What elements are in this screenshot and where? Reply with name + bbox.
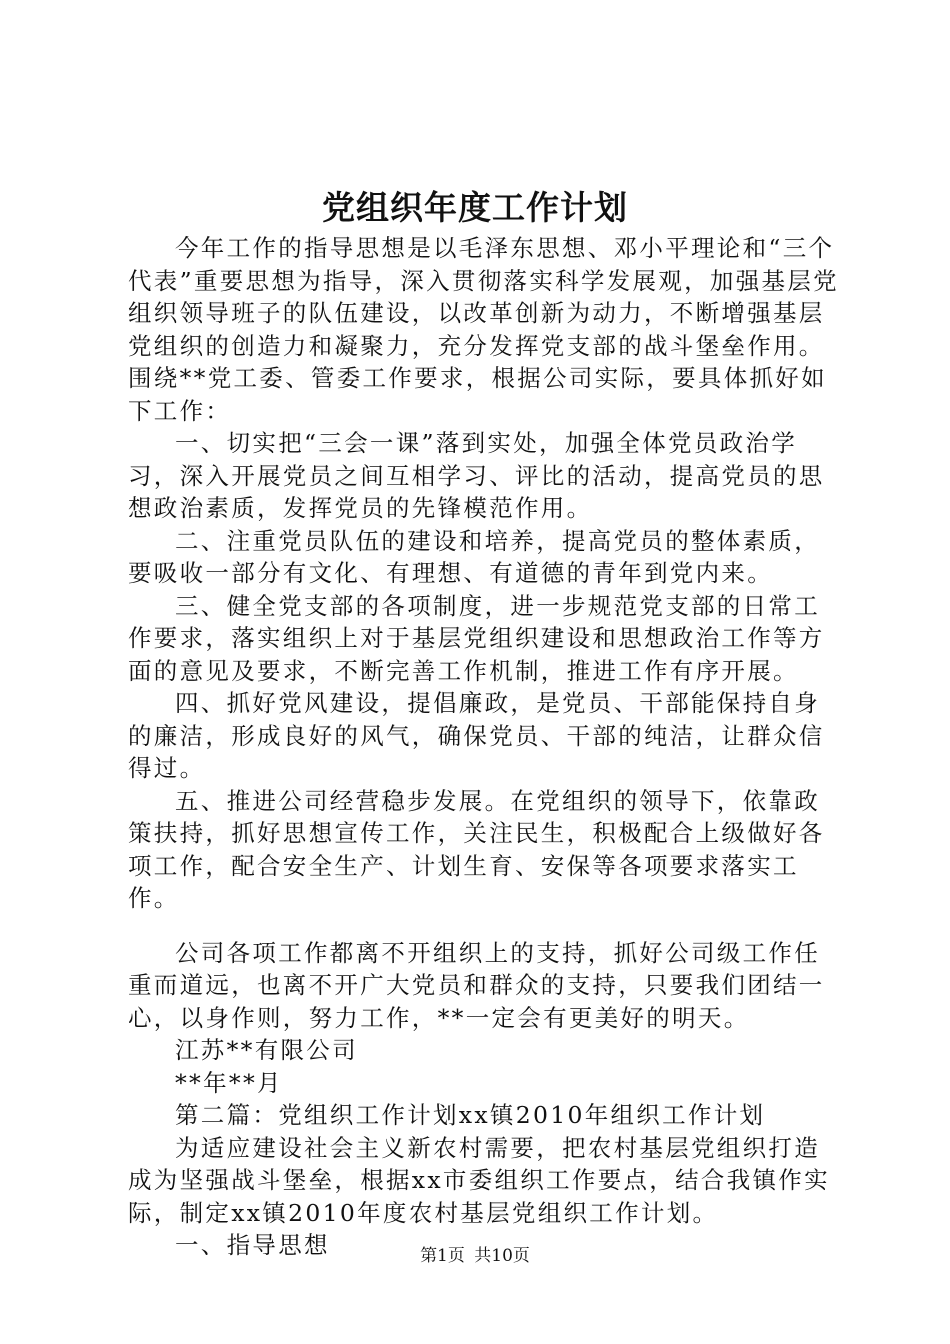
paragraph-item-3: 三、健全党支部的各项制度，进一步规范党支部的日常工作要求，落实组织上对于基层党组织建设和思想政治工作等方面的意见及要求，不断完善工作机制，推进工作有序开展。	[128, 591, 825, 685]
page-footer: 第1页 共10页	[420, 1246, 530, 1266]
paragraph-part-two-intro: 为适应建设社会主义新农村需要，把农村基层党组织打造成为坚强战斗堡垒，根据xx市委组织工作要点，结合我镇作实际，制定xx镇2010年度农村基层党组织工作计划。	[128, 1133, 830, 1227]
paragraph-guiding-thought: 今年工作的指导思想是以毛泽东思想、邓小平理论和“三个代表”重要思想为指导，深入贯彻落实科学发展观，加强基层党组织领导班子的队伍建设，以改革创新为动力，不断增强基层党组织的创造力和凝聚力，充分发挥党支部的战斗堡垒作用。围绕**党工委、管委工作要求，根据公司实际，要具体抓好如下工作：	[128, 234, 839, 425]
subheading-guiding-thought: 一、指导思想	[175, 1231, 330, 1259]
signature-date: **年**月	[175, 1068, 283, 1097]
paragraph-item-1: 一、切实把“三会一课”落到实处，加强全体党员政治学习，深入开展党员之间互相学习、评比的活动，提高党员的思想政治素质，发挥党员的先锋模范作用。	[128, 429, 825, 522]
paragraph-conclusion: 公司各项工作都离不开组织上的支持，抓好公司级工作任重而道远，也离不开广大党员和群众的支持，只要我们团结一心，以身作则，努力工作，**一定会有更美好的明天。	[128, 938, 825, 1032]
document-title: 党组织年度工作计划	[322, 188, 628, 227]
document-body	[128, 232, 840, 1262]
paragraph-item-5: 五、推进公司经营稳步发展。在党组织的领导下，依靠政策扶持，抓好思想宣传工作，关注民生，积极配合上级做好各项工作，配合安全生产、计划生育、安保等各项要求落实工作。	[128, 786, 825, 912]
paragraph-item-4: 四、抓好党风建设，提倡廉政，是党员、干部能保持自身的廉洁，形成良好的风气，确保党员、干部的纯洁，让群众信得过。	[128, 689, 825, 782]
section-heading-part-two: 第二篇：党组织工作计划xx镇2010年组织工作计划	[175, 1101, 766, 1129]
paragraph-item-2: 二、注重党员队伍的建设和培养，提高党员的整体素质，要吸收一部分有文化、有理想、有道德的青年到党内来。	[128, 526, 820, 587]
signature-company: 江苏**有限公司	[175, 1036, 358, 1064]
